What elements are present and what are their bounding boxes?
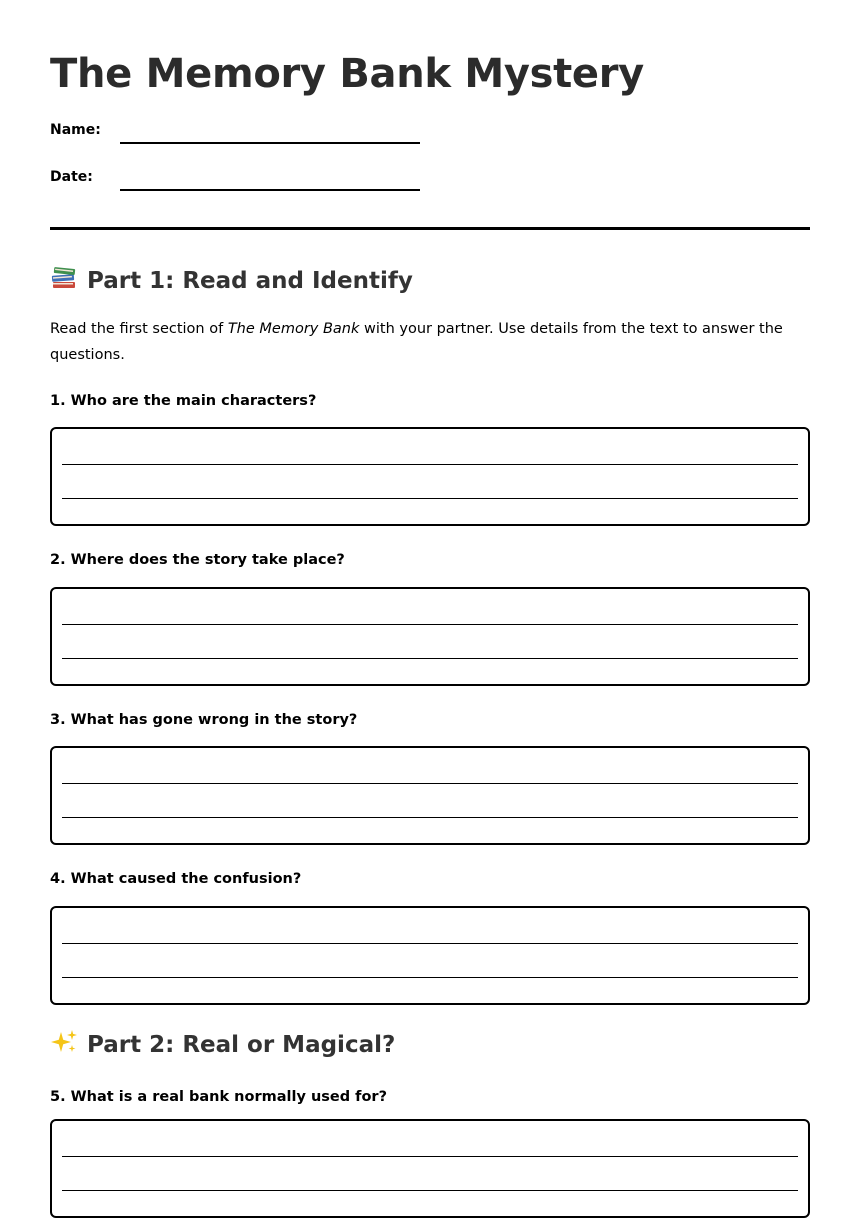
part2-heading [50,1030,395,1061]
answer-line [62,498,798,499]
question-1: 1. Who are the main characters? [50,393,317,409]
date-blank-line[interactable] [120,189,420,191]
answer-line [62,464,798,465]
answer-line [62,977,798,978]
part1-instructions [50,316,790,368]
answer-line [62,817,798,818]
name-label: Name: [50,122,101,138]
answer-line [62,783,798,784]
header-divider [50,227,810,230]
answer-line [62,1156,798,1157]
answer-line [62,658,798,659]
answer-box-5[interactable] [50,1119,810,1218]
question-5: 5. What is a real bank normally used for? [50,1089,387,1105]
question-4: 4. What caused the confusion? [50,871,302,887]
sparkles-icon [50,1028,80,1058]
intro-text-end: with your partner. Use details from the text to answer the questions. [50,321,783,363]
answer-box-2[interactable] [50,587,810,686]
part2-heading-text: Part 2: Real or Magical? [87,1032,396,1058]
answer-line [62,1190,798,1191]
answer-box-4[interactable] [50,906,810,1005]
worksheet-title: The Memory Bank Mystery [50,51,644,97]
intro-text-start: Read the first section of [50,321,228,337]
answer-line [62,624,798,625]
answer-box-1[interactable] [50,427,810,526]
date-label: Date: [50,169,93,185]
books-icon [50,264,80,294]
date-field [50,167,450,197]
question-2: 2. Where does the story take place? [50,552,345,568]
book-title: The Memory Bank [227,321,360,337]
answer-box-3[interactable] [50,746,810,845]
part1-heading-text: Part 1: Read and Identify [87,268,413,294]
part1-heading [50,266,413,297]
question-3: 3. What has gone wrong in the story? [50,712,358,728]
name-field [50,120,450,150]
name-blank-line[interactable] [120,142,420,144]
answer-line [62,943,798,944]
